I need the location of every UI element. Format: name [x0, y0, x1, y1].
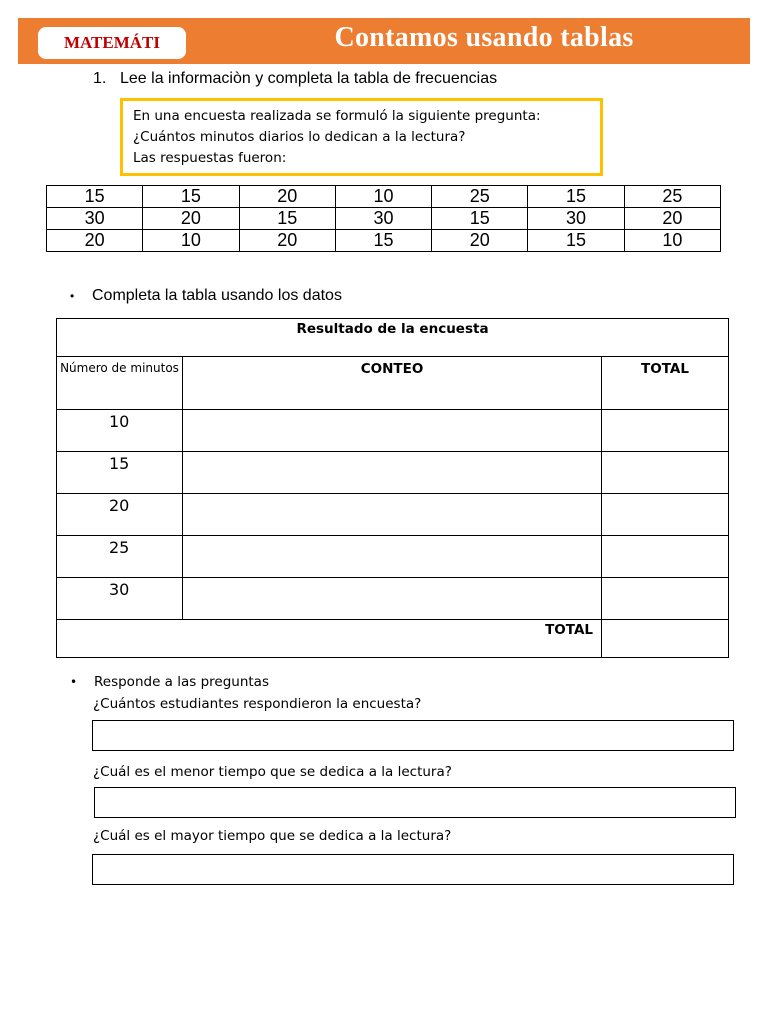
conteo-cell[interactable]: [183, 410, 602, 452]
response-cell: 15: [528, 230, 624, 252]
response-cell: 15: [528, 186, 624, 208]
minutes-value: 10: [57, 410, 183, 452]
questions-heading: [70, 674, 269, 690]
frequency-total-row: [57, 620, 729, 658]
response-cell: 30: [47, 208, 143, 230]
total-cell[interactable]: [602, 494, 729, 536]
answer-box-2[interactable]: [94, 787, 736, 818]
frequency-row: [57, 410, 729, 452]
header-banner: [18, 18, 750, 64]
response-cell: 20: [239, 230, 335, 252]
grand-total-cell[interactable]: [602, 620, 729, 658]
response-cell: 20: [432, 230, 528, 252]
conteo-cell[interactable]: [183, 494, 602, 536]
info-line: En una encuesta realizada se formuló la siguiente pregunta:: [133, 108, 541, 124]
conteo-cell[interactable]: [183, 452, 602, 494]
response-cell: 15: [239, 208, 335, 230]
response-cell: 20: [239, 186, 335, 208]
question-2: ¿Cuál es el menor tiempo que se dedica a la lectura?: [93, 764, 452, 780]
survey-info-box: [120, 98, 603, 176]
instruction-number: 1.: [93, 70, 107, 87]
subject-label: MATEMÁTI: [38, 27, 186, 59]
frequency-table-title: Resultado de la encuesta: [57, 319, 729, 357]
minutes-value: 15: [57, 452, 183, 494]
section-2-text: Completa la tabla usando los datos: [92, 287, 342, 304]
response-cell: 15: [47, 186, 143, 208]
response-cell: 10: [143, 230, 239, 252]
responses-row: [47, 186, 721, 208]
response-cell: 30: [528, 208, 624, 230]
frequency-row: [57, 452, 729, 494]
frequency-row: [57, 536, 729, 578]
minutes-value: 30: [57, 578, 183, 620]
bullet-icon: •: [70, 675, 78, 689]
instruction-text: Lee la informaciòn y completa la tabla de frecuencias: [120, 70, 498, 87]
page-title: Contamos usando tablas: [334, 22, 634, 53]
column-total-header: TOTAL: [602, 357, 729, 410]
info-line: ¿Cuántos minutos diarios lo dedican a la lectura?: [133, 129, 466, 145]
answer-box-1[interactable]: [92, 720, 734, 751]
total-cell[interactable]: [602, 410, 729, 452]
frequency-table-header-row: [57, 357, 729, 410]
column-conteo-header: CONTEO: [183, 357, 602, 410]
bullet-icon: •: [70, 288, 75, 303]
responses-row: [47, 208, 721, 230]
column-minutes-header: Número de minutos: [57, 357, 183, 410]
conteo-cell[interactable]: [183, 578, 602, 620]
total-cell[interactable]: [602, 578, 729, 620]
section-2-heading: [70, 287, 342, 305]
conteo-cell[interactable]: [183, 536, 602, 578]
response-cell: 15: [432, 208, 528, 230]
response-cell: 10: [624, 230, 720, 252]
minutes-value: 20: [57, 494, 183, 536]
response-cell: 20: [47, 230, 143, 252]
frequency-row: [57, 578, 729, 620]
total-cell[interactable]: [602, 452, 729, 494]
response-cell: 10: [335, 186, 431, 208]
total-label: TOTAL: [57, 620, 602, 658]
minutes-value: 25: [57, 536, 183, 578]
answer-box-3[interactable]: [92, 854, 734, 885]
response-cell: 25: [432, 186, 528, 208]
question-3: ¿Cuál es el mayor tiempo que se dedica a la lectura?: [93, 828, 452, 844]
response-cell: 25: [624, 186, 720, 208]
questions-heading-text: Responde a las preguntas: [94, 674, 269, 690]
response-cell: 15: [143, 186, 239, 208]
total-cell[interactable]: [602, 536, 729, 578]
response-cell: 20: [143, 208, 239, 230]
response-cell: 15: [335, 230, 431, 252]
info-line: Las respuestas fueron:: [133, 150, 287, 166]
response-cell: 20: [624, 208, 720, 230]
question-1: ¿Cuántos estudiantes respondieron la encuesta?: [93, 696, 422, 712]
frequency-table: [56, 318, 729, 658]
responses-row: [47, 230, 721, 252]
frequency-row: [57, 494, 729, 536]
instruction-1: [93, 70, 497, 88]
response-cell: 30: [335, 208, 431, 230]
frequency-table-title-row: [57, 319, 729, 357]
responses-table: [46, 185, 721, 252]
